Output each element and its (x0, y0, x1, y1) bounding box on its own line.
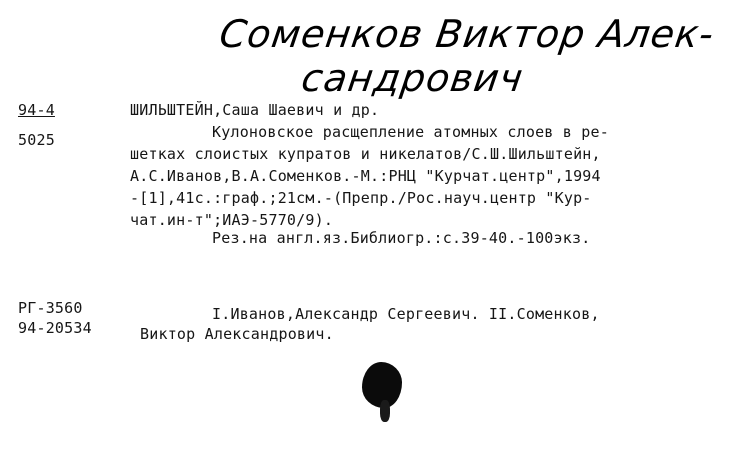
collation-line: -[1],41с.:граф.;21см.-(Препр./Рос.науч.центр "Кур- (130, 189, 592, 207)
imprint-line: А.С.Иванов,В.А.Соменков.-М.:РНЦ "Курчат.центр",1994 (130, 167, 601, 185)
added-entries-line-2: Виктор Александрович. (140, 325, 334, 343)
added-entries-line-1: I.Иванов,Александр Сергеевич. II.Соменков, (212, 305, 600, 323)
shelf-mark: 94-4 (18, 101, 55, 119)
ink-blot-drip (380, 400, 390, 422)
handwritten-author-line-2: сандрович (298, 56, 527, 100)
registration-code: 94-20534 (18, 319, 92, 337)
series-line: чат.ин-т";ИАЭ-5770/9). (130, 211, 334, 229)
notes-line: Рез.на англ.яз.Библиогр.:с.39-40.-100экз. (212, 229, 591, 247)
title-line: шетках слоистых купратов и никелатов/С.Ш.Шильштейн, (130, 145, 601, 163)
inventory-number: 5025 (18, 131, 55, 149)
author-heading: ШИЛЬШТЕЙН,Саша Шаевич и др. (130, 101, 380, 119)
classification-code: РГ-3560 (18, 299, 83, 317)
handwritten-author-line-1: Соменков Виктор Алек- (216, 12, 718, 56)
title-line: Кулоновское расщепление атомных слоев в ре- (212, 123, 609, 141)
